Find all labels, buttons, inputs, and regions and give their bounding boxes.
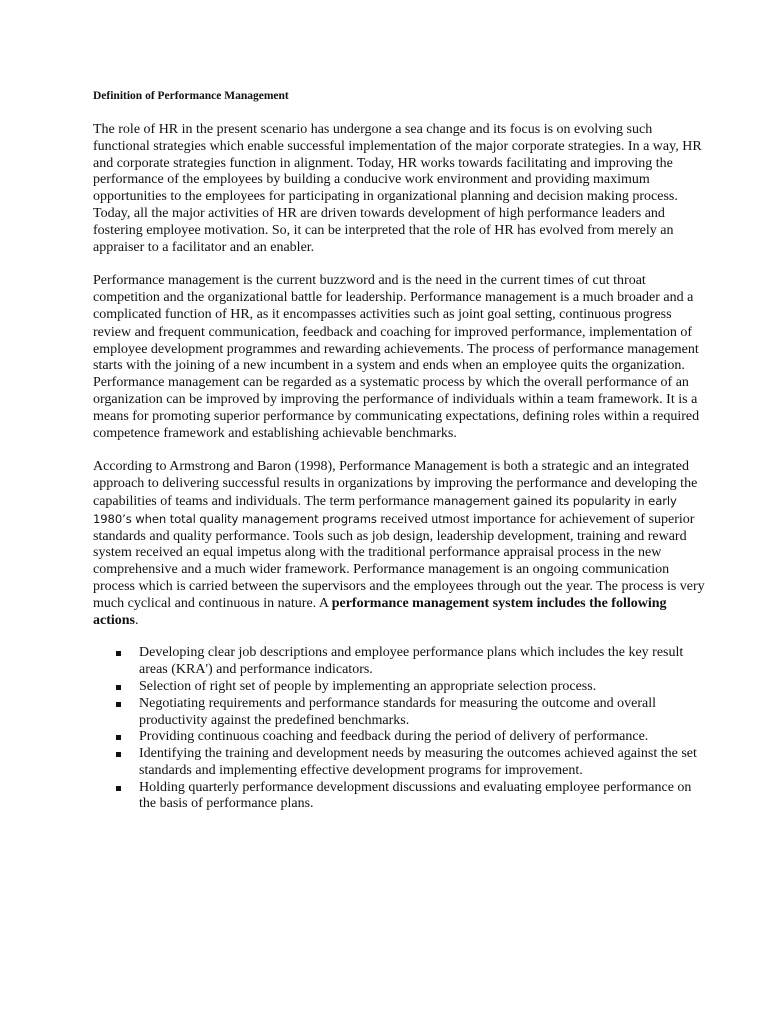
list-item [93, 729, 708, 746]
list-item [93, 746, 708, 780]
paragraph-text-part-3: received utmost importance for achievement of superior standards and quality performance. Tools such as job design, leadership development, training and reward system received an equal impetus along with the traditional performance appraisal process in the new comprehensive and a much wider framework. Performance management is an ongoing communication process which is carried between the supervisors and the employees through out the year. The process is very much cyclical and continuous in nature. A [93, 511, 705, 611]
paragraph-armstrong-baron [93, 459, 708, 629]
list-item [93, 780, 708, 814]
list-item-text: Identifying the training and development needs by measuring the outcomes achieved against the set standards and implementing effective development programs for improvement. [139, 746, 697, 778]
list-item-text: Developing clear job descriptions and employee performance plans which includes the key result areas (KRA') and performance indicators. [139, 645, 684, 678]
paragraph-period: . [135, 612, 139, 628]
square-bullet-icon [116, 651, 121, 656]
square-bullet-icon [116, 685, 121, 690]
list-item-text: Holding quarterly performance development discussions and evaluating employee performance on the basis of performance plans. [139, 779, 692, 812]
square-bullet-icon [116, 786, 121, 791]
square-bullet-icon [116, 735, 121, 740]
list-item-text: Negotiating requirements and performance standards for measuring the outcome and overall productivity against the predefined benchmarks. [139, 695, 657, 728]
list-item-text: Selection of right set of people by implementing an appropriate selection process. [139, 678, 597, 694]
paragraph-buzzword: Performance management is the current buzzword and is the need in the current times of cut throat competition and the organizational battle for leadership. Performance management is a much broader and a complicated function of HR, as it encompasses activities such as joint goal setting, continuous progress [93, 273, 694, 322]
paragraph-text-part-2: management gained its popularity in early 1980’s when total quality management programs [93, 493, 677, 526]
list-item-text: Providing continuous coaching and feedback during the period of delivery of performance. [139, 729, 649, 745]
list-item [93, 679, 708, 696]
list-item [93, 645, 708, 679]
paragraph-hr-role: The role of HR in the present scenario has undergone a sea change and its focus is on evolving such functional strategies which enable successful implementation of the major corporate strategies. In a way, HR and corporate strategies function in alignment. Today, HR works towards facilitating and improving the performance of the employees by building a conducive work environment and providing maximum opportunities to the employees for participating in organizational planning and decision making process. Today, all the major activities of HR are driven towards development of high performance leaders and fostering employee motivation. So, it can be interpreted that the role of HR has evolved from merely an appraiser to a facilitator and an enabler. [93, 122, 702, 255]
list-item [93, 696, 708, 730]
square-bullet-icon [116, 702, 121, 707]
square-bullet-icon [116, 752, 121, 757]
actions-list [93, 645, 708, 813]
document-title: Definition of Performance Management [93, 90, 289, 102]
paragraph-text-part-1: According to Armstrong and Baron (1998), Performance Management is both a strategic and an integrated approach to delivering successful results in organizations by improving the performance and developing the capabilities of teams and individuals. The term performance [93, 459, 698, 509]
paragraph-bold-phrase: performance management system includes the following actions [93, 595, 667, 628]
paragraph-process: review and frequent communication, feedback and coaching for improved performance, implementation of employee development programmes and rewarding achievements. The process of performance management starts with the joining of a new incumbent in a system and ends when an employee quits the organization. Performance management can be regarded as a systematic process by which the overall performance of an organization can be improved by improving the performance of individuals within a team framework. It is a means for promoting superior performance by communicating expectations, defining roles within a required competence framework and establishing achievable benchmarks. [93, 324, 700, 441]
